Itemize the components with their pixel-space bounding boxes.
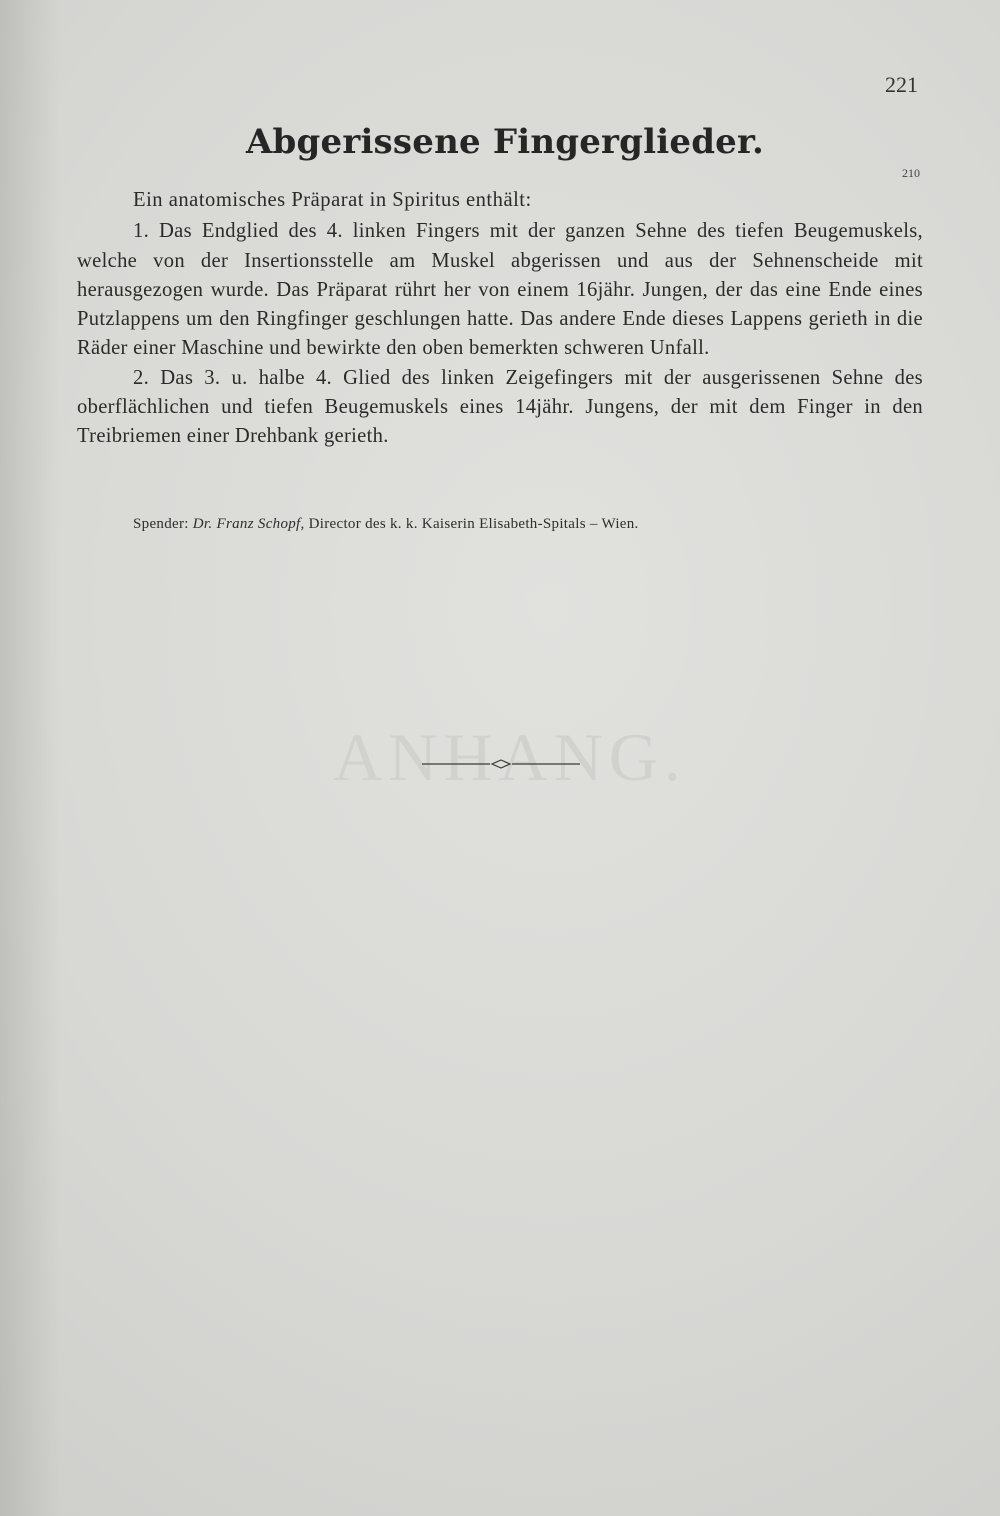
binding-shadow	[0, 0, 60, 1516]
item-paragraph-2: 2. Das 3. u. halbe 4. Glied des linken Zeigefingers mit der ausgerissenen Sehne des oberflächlichen und tiefen Beugemuskels eines 14jähr. Jungens, der mit dem Finger in den Treibriemen einer Drehbank gerieth.	[77, 366, 923, 448]
body-text	[77, 186, 923, 452]
page-title: Abgerissene Fingerglieder.	[245, 122, 765, 162]
page-number: 221	[885, 72, 918, 97]
donor-name: Dr. Franz Schopf,	[192, 516, 305, 532]
divider-ornament	[420, 756, 582, 772]
donor-label: Spender:	[133, 516, 189, 532]
donor-detail: Director des k. k. Kaiserin Elisabeth-Spitals – Wien.	[308, 516, 639, 532]
bleed-through-text: ANHANG.	[333, 719, 687, 795]
item-paragraph-1: 1. Das Endglied des 4. linken Fingers mit der ganzen Sehne des tiefen Beugemuskels, welche von der Insertionsstelle am Muskel abgerissen und aus der Sehnenscheide mit herausgezogen wurde. Das Präparat rührt her von einem 16jähr. Jungen, der das eine Ende eines Putzlappens um den Ringfinger geschlungen hatte. Das andere Ende dieses Lappens gerieth in die Räder einer Maschine und bewirkte den oben bemerkten schweren Unfall.	[77, 220, 923, 360]
intro-paragraph: Ein anatomisches Präparat in Spiritus enthält:	[133, 189, 532, 211]
inventory-number: 210	[902, 166, 920, 180]
donor-line	[133, 516, 913, 533]
